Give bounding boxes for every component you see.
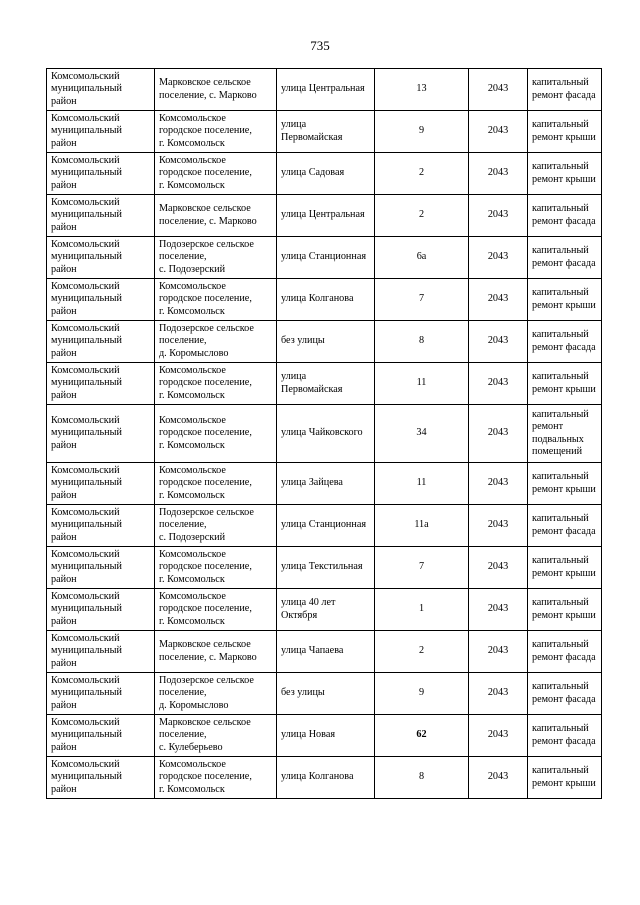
street-cell: улица Станционная [277, 505, 375, 547]
work-type-cell: капитальный ремонт крыши [528, 363, 602, 405]
district-cell: Комсомольский муниципальный район [47, 673, 155, 715]
district-cell: Комсомольский муниципальный район [47, 405, 155, 463]
street-cell: улица Центральная [277, 69, 375, 111]
district-cell: Комсомольский муниципальный район [47, 237, 155, 279]
district-cell: Комсомольский муниципальный район [47, 195, 155, 237]
street-cell: улица Первомайская [277, 363, 375, 405]
year-cell: 2043 [469, 505, 528, 547]
district-cell: Комсомольский муниципальный район [47, 363, 155, 405]
settlement-cell: Подозерское сельское поселение, д. Коромыслово [155, 321, 277, 363]
settlement-cell: Подозерское сельское поселение, с. Подозерский [155, 505, 277, 547]
year-cell: 2043 [469, 463, 528, 505]
settlement-cell: Комсомольское городское поселение, г. Комсомольск [155, 405, 277, 463]
district-cell: Комсомольский муниципальный район [47, 631, 155, 673]
settlement-cell: Марковское сельское поселение, с. Марково [155, 631, 277, 673]
work-type-cell: капитальный ремонт фасада [528, 715, 602, 757]
year-cell: 2043 [469, 237, 528, 279]
work-type-cell: капитальный ремонт крыши [528, 589, 602, 631]
district-cell: Комсомольский муниципальный район [47, 463, 155, 505]
house-number-cell: 9 [375, 673, 469, 715]
work-type-cell: капитальный ремонт крыши [528, 279, 602, 321]
settlement-cell: Комсомольское городское поселение, г. Комсомольск [155, 757, 277, 799]
street-cell: улица Колганова [277, 757, 375, 799]
district-cell: Комсомольский муниципальный район [47, 111, 155, 153]
street-cell: улица 40 лет Октября [277, 589, 375, 631]
district-cell: Комсомольский муниципальный район [47, 321, 155, 363]
house-number-cell: 7 [375, 279, 469, 321]
settlement-cell: Марковское сельское поселение, с. Марково [155, 195, 277, 237]
settlement-cell: Марковское сельское поселение, с. Марково [155, 69, 277, 111]
house-number-cell: 2 [375, 195, 469, 237]
work-type-cell: капитальный ремонт фасада [528, 195, 602, 237]
street-cell: улица Станционная [277, 237, 375, 279]
year-cell: 2043 [469, 69, 528, 111]
house-number-cell: 9 [375, 111, 469, 153]
district-cell: Комсомольский муниципальный район [47, 547, 155, 589]
work-type-cell: капитальный ремонт крыши [528, 757, 602, 799]
work-type-cell: капитальный ремонт фасада [528, 321, 602, 363]
house-number-cell: 1 [375, 589, 469, 631]
table-row [47, 111, 602, 153]
year-cell: 2043 [469, 589, 528, 631]
house-number-cell: 11а [375, 505, 469, 547]
settlement-cell: Марковское сельское поселение, с. Кулеберьево [155, 715, 277, 757]
settlement-cell: Комсомольское городское поселение, г. Комсомольск [155, 153, 277, 195]
year-cell: 2043 [469, 757, 528, 799]
year-cell: 2043 [469, 405, 528, 463]
table-row [47, 279, 602, 321]
house-number-cell: 2 [375, 153, 469, 195]
table-row [47, 405, 602, 463]
table-row [47, 237, 602, 279]
year-cell: 2043 [469, 111, 528, 153]
settlement-cell: Комсомольское городское поселение, г. Комсомольск [155, 279, 277, 321]
work-type-cell: капитальный ремонт фасада [528, 237, 602, 279]
house-number-cell: 8 [375, 321, 469, 363]
table-row [47, 321, 602, 363]
table-body [47, 69, 602, 799]
settlement-cell: Комсомольское городское поселение, г. Комсомольск [155, 111, 277, 153]
table-row [47, 153, 602, 195]
work-type-cell: капитальный ремонт фасада [528, 631, 602, 673]
house-number-cell: 13 [375, 69, 469, 111]
house-number-cell: 6а [375, 237, 469, 279]
district-cell: Комсомольский муниципальный район [47, 715, 155, 757]
work-type-cell: капитальный ремонт фасада [528, 673, 602, 715]
house-number-cell: 2 [375, 631, 469, 673]
district-cell: Комсомольский муниципальный район [47, 589, 155, 631]
year-cell: 2043 [469, 153, 528, 195]
settlement-cell: Подозерское сельское поселение, д. Коромыслово [155, 673, 277, 715]
work-type-cell: капитальный ремонт подвальных помещений [528, 405, 602, 463]
street-cell: улица Центральная [277, 195, 375, 237]
street-cell: без улицы [277, 673, 375, 715]
year-cell: 2043 [469, 631, 528, 673]
work-type-cell: капитальный ремонт крыши [528, 153, 602, 195]
settlement-cell: Комсомольское городское поселение, г. Комсомольск [155, 547, 277, 589]
page-number: 735 [310, 38, 330, 53]
table-row [47, 715, 602, 757]
repair-schedule-table [46, 68, 602, 799]
table-row [47, 547, 602, 589]
work-type-cell: капитальный ремонт крыши [528, 547, 602, 589]
work-type-cell: капитальный ремонт крыши [528, 463, 602, 505]
year-cell: 2043 [469, 363, 528, 405]
street-cell: улица Садовая [277, 153, 375, 195]
district-cell: Комсомольский муниципальный район [47, 757, 155, 799]
settlement-cell: Комсомольское городское поселение, г. Комсомольск [155, 363, 277, 405]
house-number-cell: 62 [375, 715, 469, 757]
table-row [47, 757, 602, 799]
district-cell: Комсомольский муниципальный район [47, 69, 155, 111]
work-type-cell: капитальный ремонт фасада [528, 69, 602, 111]
district-cell: Комсомольский муниципальный район [47, 153, 155, 195]
table-row [47, 195, 602, 237]
street-cell: улица Новая [277, 715, 375, 757]
table-row [47, 69, 602, 111]
district-cell: Комсомольский муниципальный район [47, 279, 155, 321]
house-number-cell: 11 [375, 463, 469, 505]
street-cell: улица Текстильная [277, 547, 375, 589]
year-cell: 2043 [469, 195, 528, 237]
street-cell: улица Первомайская [277, 111, 375, 153]
year-cell: 2043 [469, 279, 528, 321]
settlement-cell: Комсомольское городское поселение, г. Комсомольск [155, 463, 277, 505]
table-row [47, 673, 602, 715]
street-cell: улица Чапаева [277, 631, 375, 673]
year-cell: 2043 [469, 547, 528, 589]
work-type-cell: капитальный ремонт крыши [528, 111, 602, 153]
work-type-cell: капитальный ремонт фасада [528, 505, 602, 547]
settlement-cell: Комсомольское городское поселение, г. Комсомольск [155, 589, 277, 631]
settlement-cell: Подозерское сельское поселение, с. Подозерский [155, 237, 277, 279]
year-cell: 2043 [469, 321, 528, 363]
table-row [47, 631, 602, 673]
district-cell: Комсомольский муниципальный район [47, 505, 155, 547]
table-row [47, 589, 602, 631]
house-number-cell: 7 [375, 547, 469, 589]
street-cell: улица Чайковского [277, 405, 375, 463]
house-number-cell: 11 [375, 363, 469, 405]
table-row [47, 505, 602, 547]
house-number-cell: 8 [375, 757, 469, 799]
street-cell: улица Колганова [277, 279, 375, 321]
street-cell: без улицы [277, 321, 375, 363]
year-cell: 2043 [469, 673, 528, 715]
table-row [47, 463, 602, 505]
house-number-cell: 34 [375, 405, 469, 463]
street-cell: улица Зайцева [277, 463, 375, 505]
year-cell: 2043 [469, 715, 528, 757]
table-row [47, 363, 602, 405]
